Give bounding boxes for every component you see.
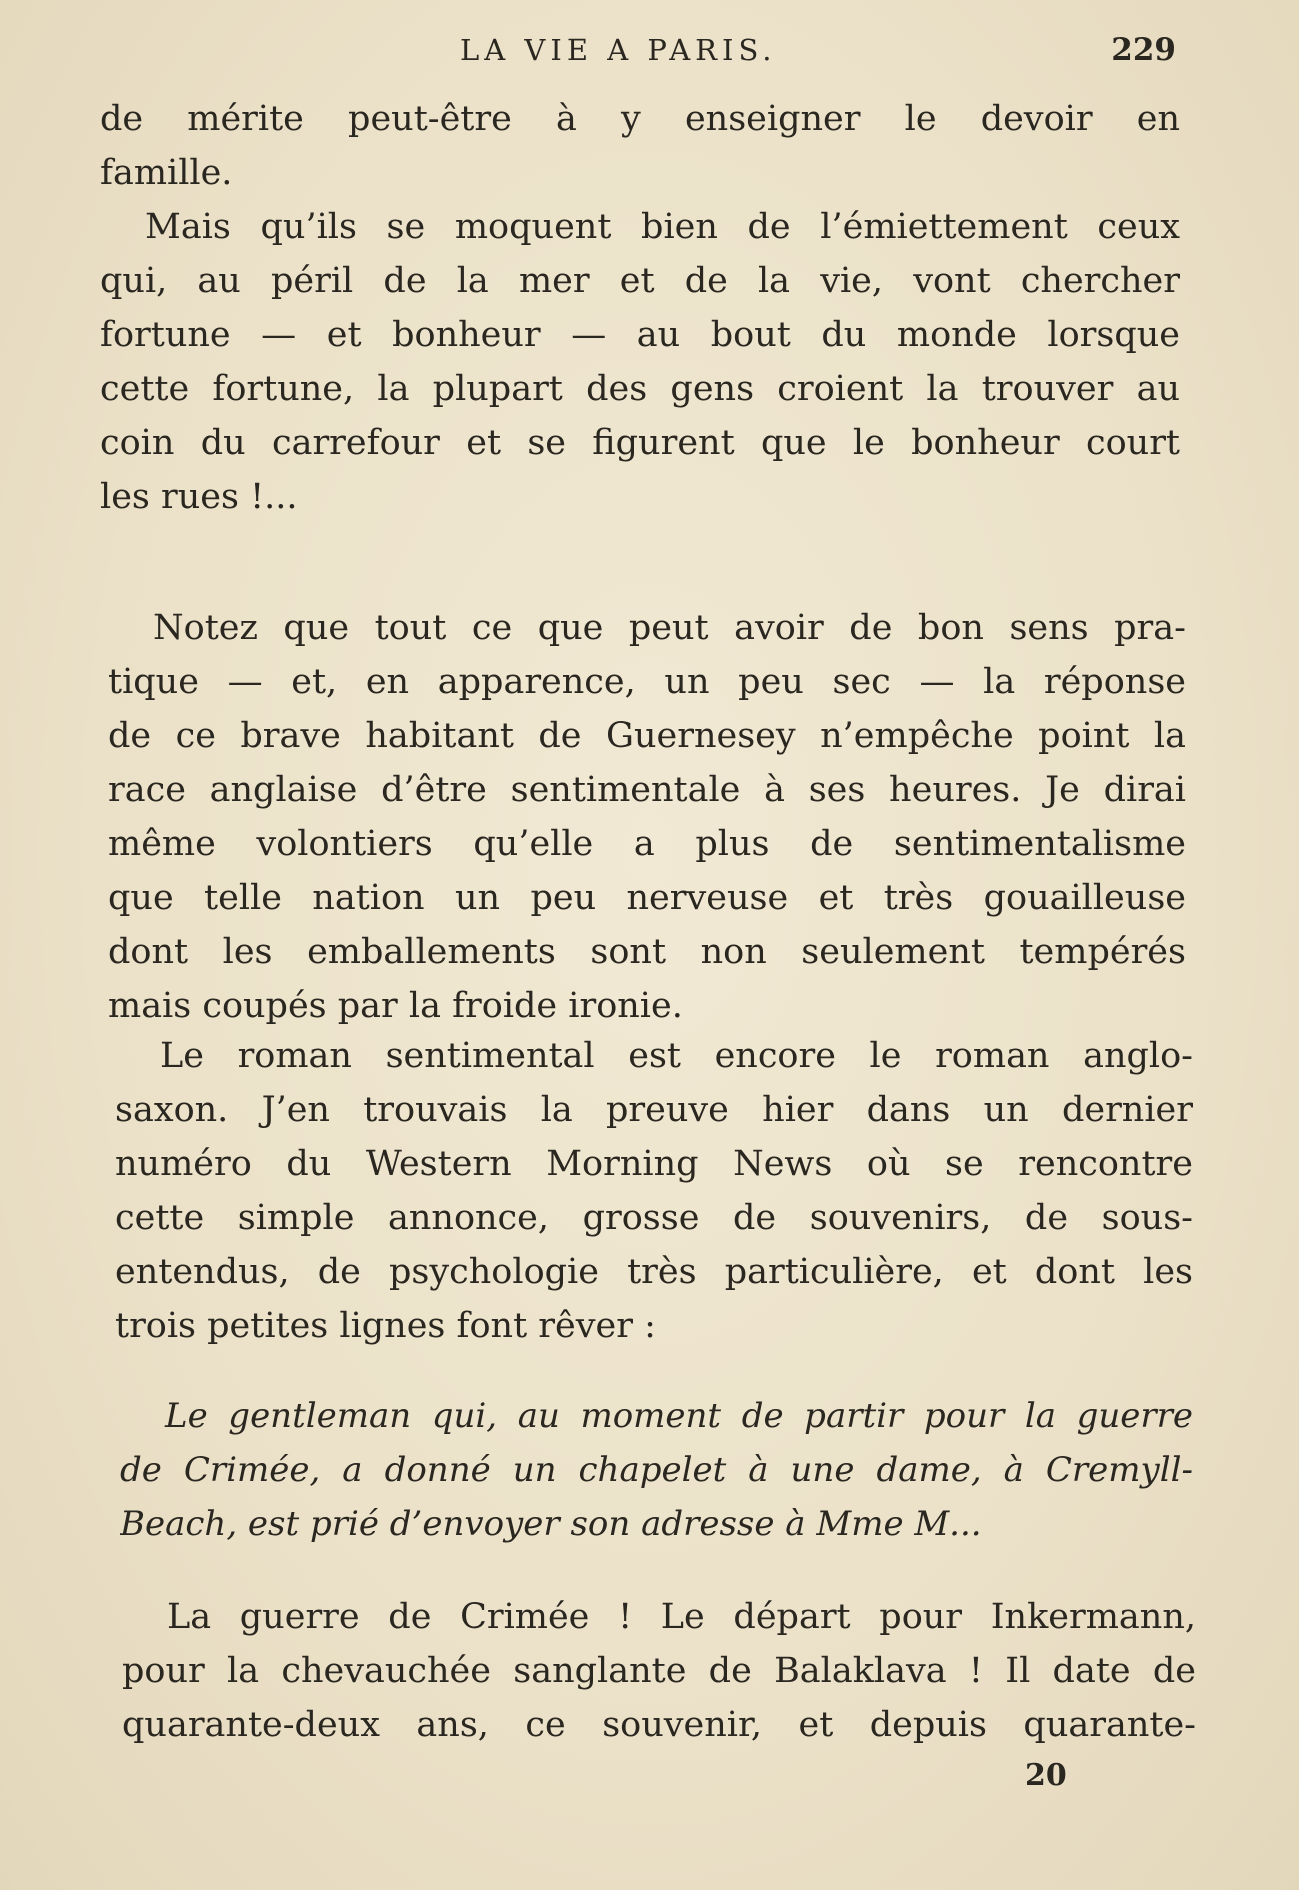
text-line: que telle nation un peu nerveuse et très gouailleuse (108, 878, 1186, 918)
text-line: coin du carrefour et se figurent que le bonheur court (100, 423, 1180, 463)
text-line: cette fortune, la plupart des gens croient la trouver au (100, 369, 1180, 409)
text-line: Le roman sentimental est encore le roman anglo- (160, 1036, 1193, 1076)
quoted-notice (120, 1389, 1193, 1551)
text-line: numéro du Western Morning News où se rencontre (115, 1144, 1193, 1184)
text-line: de Crimée, a donné un chapelet à une dame, à Cremyll- (120, 1450, 1193, 1490)
text-line: cette simple annonce, grosse de souvenirs, de sous- (115, 1198, 1193, 1238)
text-line: qui, au péril de la mer et de la vie, vont chercher (100, 261, 1180, 301)
text-line: saxon. J’en trouvais la preuve hier dans un dernier (115, 1090, 1193, 1130)
text-line: dont les emballements sont non seulement tempérés (108, 932, 1186, 972)
text-line: fortune — et bonheur — au bout du monde lorsque (100, 315, 1180, 355)
text-line: La guerre de Crimée ! Le départ pour Inkermann, (167, 1597, 1196, 1637)
text-line: mais coupés par la froide ironie. (108, 986, 683, 1026)
paragraph-2 (100, 200, 1180, 524)
running-title: LA VIE A PARIS. (460, 33, 777, 67)
text-line: même volontiers qu’elle a plus de sentimentalisme (108, 824, 1186, 864)
text-line: Le gentleman qui, au moment de partir pour la guerre (165, 1396, 1193, 1436)
text-line: famille. (100, 153, 233, 193)
text-line: tique — et, en apparence, un peu sec — la réponse (108, 662, 1186, 702)
text-line: race anglaise d’être sentimentale à ses heures. Je dirai (108, 770, 1186, 810)
text-line: Notez que tout ce que peut avoir de bon sens pra- (153, 608, 1186, 648)
text-line: Mais qu’ils se moquent bien de l’émiettement ceux (145, 207, 1180, 247)
text-line: entendus, de psychologie très particulière, et dont les (115, 1252, 1193, 1292)
paragraph-3 (108, 601, 1186, 1033)
page-header (100, 30, 1176, 70)
text-line: de ce brave habitant de Guernesey n’empêche point la (108, 716, 1186, 756)
text-line: les rues !... (100, 477, 298, 517)
page-number: 229 (1111, 32, 1176, 68)
text-line: Beach, est prié d’envoyer son adresse à Mme M... (120, 1504, 982, 1544)
paragraph-1 (100, 92, 1180, 200)
text-line: pour la chevauchée sanglante de Balaklava ! Il date de (122, 1651, 1196, 1691)
text-line: quarante-deux ans, ce souvenir, et depuis quarante- (122, 1705, 1196, 1745)
paragraph-5 (122, 1590, 1196, 1752)
text-line: trois petites lignes font rêver : (115, 1306, 656, 1346)
text-line: de mérite peut-être à y enseigner le devoir en (100, 99, 1180, 139)
signature-mark: 20 (1025, 1758, 1067, 1793)
paragraph-4 (115, 1029, 1193, 1353)
